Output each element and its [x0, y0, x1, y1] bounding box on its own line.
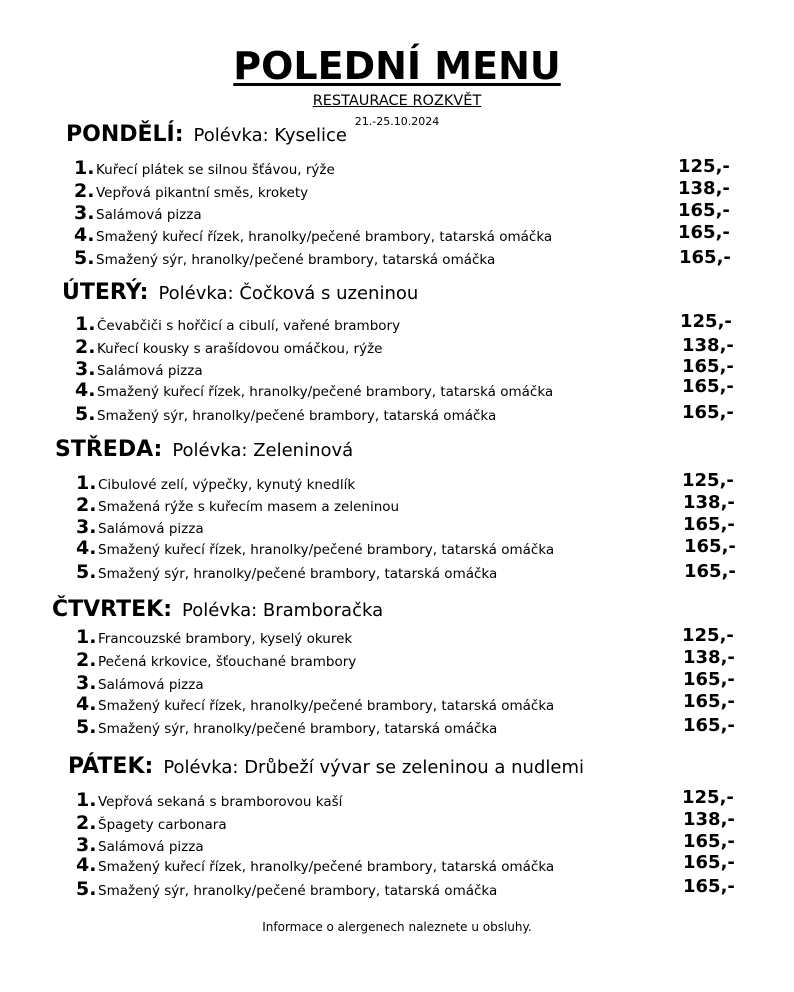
day-name: STŘEDA:: [55, 437, 163, 462]
item-price: 165,-: [678, 200, 730, 221]
day-section-tuesday: [62, 280, 794, 440]
item-number: 5.: [76, 878, 97, 900]
menu-item: [76, 672, 204, 694]
item-number: 1.: [75, 313, 96, 335]
item-number: 4.: [76, 854, 97, 876]
item-number: 2.: [76, 494, 97, 516]
item-price: 165,-: [679, 247, 731, 268]
item-number: 3.: [76, 672, 97, 694]
item-price: 165,-: [678, 222, 730, 243]
dish-name: Salámová pizza: [96, 207, 202, 223]
item-price: 165,-: [682, 356, 734, 377]
item-number: 1.: [76, 789, 97, 811]
menu-item: [76, 693, 554, 715]
dish-name: Smažený sýr, hranolky/pečené brambory, tatarská omáčka: [98, 883, 498, 899]
item-price: 125,-: [682, 787, 734, 808]
menu-item: [76, 516, 204, 538]
item-number: 1.: [76, 472, 97, 494]
menu-item: [76, 854, 554, 876]
menu-item: [75, 336, 382, 358]
soup-of-day: Polévka: Kyselice: [193, 125, 347, 146]
menu-item: [74, 247, 495, 269]
soup-of-day: Polévka: Drůbeží vývar se zeleninou a nudlemi: [163, 757, 584, 778]
day-name: PÁTEK:: [68, 754, 154, 779]
day-heading: [62, 280, 418, 305]
dish-name: Vepřová pikantní směs, krokety: [96, 185, 309, 201]
dish-name: Smažený kuřecí řízek, hranolky/pečené brambory, tatarská omáčka: [98, 859, 555, 875]
item-price: 138,-: [683, 492, 735, 513]
item-number: 2.: [74, 180, 95, 202]
item-price: 165,-: [682, 376, 734, 397]
item-number: 3.: [76, 834, 97, 856]
dish-name: Salámová pizza: [98, 521, 204, 537]
item-price: 165,-: [683, 831, 735, 852]
menu-item: [76, 878, 497, 900]
soup-of-day: Polévka: Zeleninová: [172, 440, 354, 461]
item-price: 165,-: [683, 691, 735, 712]
item-price: 138,-: [678, 178, 730, 199]
menu-item: [76, 812, 227, 834]
page-title: POLEDNÍ MENU: [233, 44, 561, 88]
dish-name: Salámová pizza: [97, 363, 203, 379]
dish-name: Pečená krkovice, šťouchané brambory: [98, 654, 357, 670]
day-section-monday: [66, 122, 794, 282]
soup-of-day: Polévka: Čočková s uzeninou: [158, 283, 419, 304]
menu-item: [74, 224, 552, 246]
menu-item: [76, 561, 497, 583]
allergen-note: Informace o alergenech naleznete u obsluhy.: [262, 920, 532, 934]
dish-name: Smažený sýr, hranolky/pečené brambory, tatarská omáčka: [97, 408, 497, 424]
menu-item: [74, 157, 335, 179]
dish-name: Smažený sýr, hranolky/pečené brambory, tatarská omáčka: [96, 252, 496, 268]
item-number: 1.: [74, 157, 95, 179]
item-price: 165,-: [682, 402, 734, 423]
item-number: 3.: [74, 202, 95, 224]
item-price: 165,-: [684, 561, 736, 582]
item-number: 5.: [74, 247, 95, 269]
day-name: ČTVRTEK:: [52, 597, 173, 622]
menu-item: [75, 358, 203, 380]
item-number: 4.: [74, 224, 95, 246]
menu-item: [76, 649, 356, 671]
item-price: 165,-: [683, 852, 735, 873]
menu-item: [74, 202, 202, 224]
item-price: 165,-: [684, 536, 736, 557]
menu-item: [76, 834, 204, 856]
item-number: 3.: [76, 516, 97, 538]
item-number: 5.: [75, 403, 96, 425]
dish-name: Cibulové zelí, výpečky, kynutý knedlík: [98, 477, 356, 493]
item-price: 125,-: [678, 156, 730, 177]
day-section-friday: [68, 754, 794, 914]
dish-name: Smažený kuřecí řízek, hranolky/pečené brambory, tatarská omáčka: [96, 229, 553, 245]
item-number: 4.: [76, 537, 97, 559]
day-heading: [68, 754, 584, 779]
dish-name: Salámová pizza: [98, 677, 204, 693]
day-name: ÚTERÝ:: [62, 280, 149, 305]
item-price: 165,-: [683, 876, 735, 897]
day-section-wednesday: [55, 437, 794, 597]
item-price: 125,-: [682, 470, 734, 491]
item-price: 138,-: [683, 647, 735, 668]
dish-name: Špagety carbonara: [98, 817, 227, 833]
item-price: 125,-: [682, 625, 734, 646]
dish-name: Smažený sýr, hranolky/pečené brambory, tatarská omáčka: [98, 566, 498, 582]
item-price: 125,-: [680, 311, 732, 332]
restaurant-name: RESTAURACE ROZKVĚT: [312, 93, 482, 109]
item-number: 2.: [76, 649, 97, 671]
item-number: 1.: [76, 626, 97, 648]
day-heading: [55, 437, 353, 462]
menu-item: [76, 626, 352, 648]
item-price: 138,-: [683, 809, 735, 830]
day-heading: [66, 122, 347, 147]
item-price: 165,-: [683, 669, 735, 690]
day-heading: [52, 597, 383, 622]
menu-item: [75, 313, 400, 335]
item-number: 5.: [76, 561, 97, 583]
menu-item: [76, 537, 554, 559]
dish-name: Kuřecí kousky s arašídovou omáčkou, rýže: [97, 341, 383, 357]
menu-item: [76, 472, 355, 494]
dish-name: Kuřecí plátek se silnou šťávou, rýže: [96, 162, 335, 178]
date-range: 21.-25.10.2024: [354, 115, 440, 128]
menu-item: [75, 379, 553, 401]
dish-name: Smažený kuřecí řízek, hranolky/pečené brambory, tatarská omáčka: [97, 384, 554, 400]
item-price: 165,-: [683, 715, 735, 736]
item-number: 3.: [75, 358, 96, 380]
item-number: 2.: [76, 812, 97, 834]
dish-name: Smažený kuřecí řízek, hranolky/pečené brambory, tatarská omáčka: [98, 542, 555, 558]
menu-item: [75, 403, 496, 425]
dish-name: Salámová pizza: [98, 839, 204, 855]
menu-item: [76, 789, 342, 811]
menu-item: [76, 494, 399, 516]
item-price: 165,-: [683, 514, 735, 535]
menu-item: [74, 180, 308, 202]
soup-of-day: Polévka: Bramboračka: [182, 600, 384, 621]
day-section-thursday: [52, 597, 794, 757]
dish-name: Smažená rýže s kuřecím masem a zeleninou: [98, 499, 400, 515]
item-number: 5.: [76, 716, 97, 738]
day-name: PONDĚLÍ:: [66, 122, 184, 147]
dish-name: Čevabčiči s hořčicí a cibulí, vařené brambory: [97, 318, 401, 334]
dish-name: Vepřová sekaná s bramborovou kaší: [98, 794, 343, 810]
item-number: 2.: [75, 336, 96, 358]
menu-item: [76, 716, 497, 738]
dish-name: Smažený kuřecí řízek, hranolky/pečené brambory, tatarská omáčka: [98, 698, 555, 714]
dish-name: Francouzské brambory, kyselý okurek: [98, 631, 353, 647]
item-price: 138,-: [682, 335, 734, 356]
item-number: 4.: [76, 693, 97, 715]
dish-name: Smažený sýr, hranolky/pečené brambory, tatarská omáčka: [98, 721, 498, 737]
item-number: 4.: [75, 379, 96, 401]
